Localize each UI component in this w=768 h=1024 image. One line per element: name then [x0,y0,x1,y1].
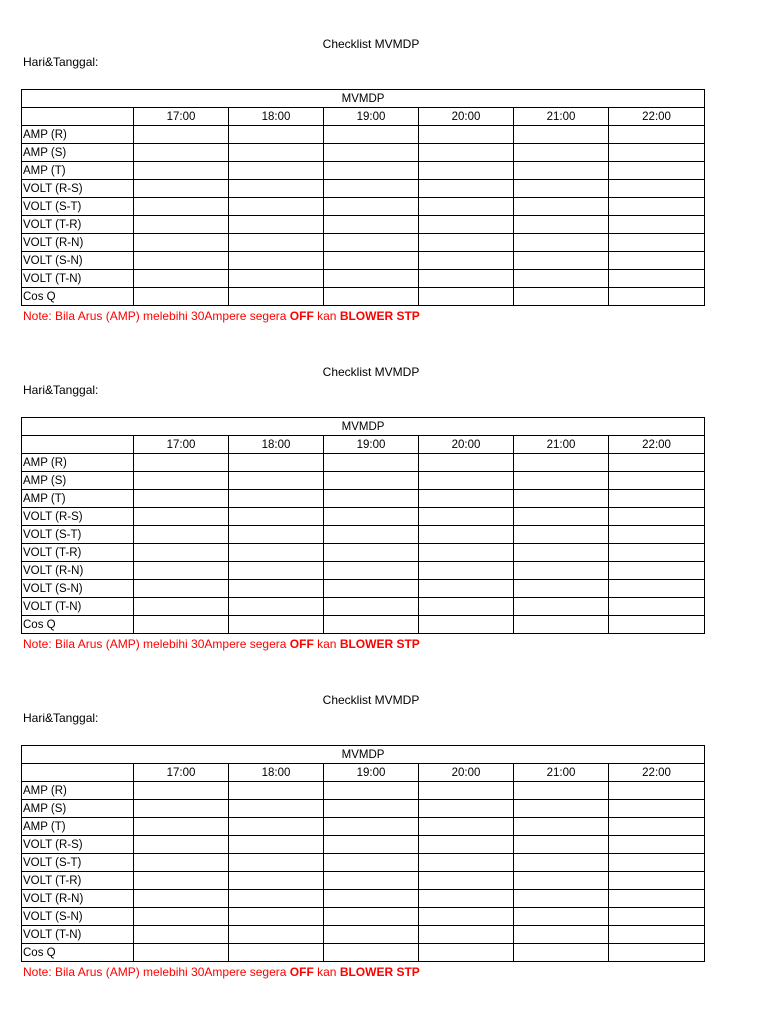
reading-cell[interactable] [609,944,705,962]
reading-cell[interactable] [229,854,324,872]
reading-cell[interactable] [324,836,419,854]
parameter-label: VOLT (R-N) [22,234,134,252]
note-off: OFF [289,309,314,323]
reading-cell[interactable] [134,234,229,252]
reading-cell[interactable] [134,144,229,162]
hour-header: 20:00 [419,108,514,126]
note-middle: kan [313,637,340,651]
reading-cell[interactable] [134,472,229,490]
table-row [22,180,705,198]
reading-cell[interactable] [324,234,419,252]
reading-cell[interactable] [514,288,609,306]
reading-cell[interactable] [514,490,609,508]
table-row [22,908,705,926]
reading-cell[interactable] [324,616,419,634]
reading-cell[interactable] [229,782,324,800]
note-prefix: Note: Bila Arus (AMP) melebihi 30Ampere segera [23,637,290,651]
reading-cell[interactable] [514,854,609,872]
reading-cell[interactable] [419,508,514,526]
reading-cell[interactable] [514,926,609,944]
reading-cell[interactable] [609,180,705,198]
reading-cell[interactable] [134,490,229,508]
reading-cell[interactable] [229,472,324,490]
reading-cell[interactable] [514,944,609,962]
table-hour-row [22,108,705,126]
reading-cell[interactable] [419,270,514,288]
reading-cell[interactable] [419,198,514,216]
hour-header: 17:00 [134,764,229,782]
parameter-label: VOLT (T-R) [22,544,134,562]
parameter-label: AMP (S) [22,144,134,162]
parameter-label: AMP (S) [22,800,134,818]
reading-cell[interactable] [419,926,514,944]
reading-cell[interactable] [609,234,705,252]
parameter-label: VOLT (R-N) [22,562,134,580]
reading-cell[interactable] [134,616,229,634]
hour-header: 21:00 [514,764,609,782]
note-middle: kan [313,965,340,979]
reading-cell[interactable] [229,926,324,944]
reading-cell[interactable] [514,782,609,800]
reading-cell[interactable] [229,144,324,162]
reading-cell[interactable] [514,454,609,472]
reading-cell[interactable] [324,908,419,926]
parameter-label: VOLT (R-N) [22,890,134,908]
parameter-label: VOLT (R-S) [22,836,134,854]
table-row [22,854,705,872]
reading-cell[interactable] [609,598,705,616]
reading-cell[interactable] [324,890,419,908]
table-row [22,926,705,944]
reading-cell[interactable] [609,216,705,234]
parameter-label: VOLT (T-R) [22,216,134,234]
parameter-label: VOLT (R-S) [22,508,134,526]
reading-cell[interactable] [134,908,229,926]
reading-cell[interactable] [609,270,705,288]
reading-cell[interactable] [134,562,229,580]
reading-cell[interactable] [514,162,609,180]
parameter-label: AMP (S) [22,472,134,490]
reading-cell[interactable] [229,616,324,634]
reading-cell[interactable] [324,216,419,234]
table-row [22,198,705,216]
reading-cell[interactable] [419,818,514,836]
table-row [22,252,705,270]
reading-cell[interactable] [419,234,514,252]
table-row [22,162,705,180]
reading-cell[interactable] [229,872,324,890]
reading-cell[interactable] [419,944,514,962]
parameter-label: Cos Q [22,288,134,306]
reading-cell[interactable] [229,508,324,526]
checklist-title: Checklist MVMDP [322,365,420,379]
checklist-table [21,745,705,962]
table-row [22,270,705,288]
note-prefix: Note: Bila Arus (AMP) melebihi 30Ampere segera [23,309,290,323]
reading-cell[interactable] [134,800,229,818]
table-row [22,800,705,818]
reading-cell[interactable] [609,818,705,836]
reading-cell[interactable] [419,908,514,926]
reading-cell[interactable] [324,580,419,598]
reading-cell[interactable] [419,180,514,198]
parameter-label: VOLT (S-N) [22,580,134,598]
reading-cell[interactable] [134,126,229,144]
parameter-label: VOLT (S-N) [22,908,134,926]
reading-cell[interactable] [419,252,514,270]
checklist-table [21,417,705,634]
reading-cell[interactable] [609,854,705,872]
parameter-label: VOLT (S-T) [22,526,134,544]
reading-cell[interactable] [514,252,609,270]
reading-cell[interactable] [324,490,419,508]
reading-cell[interactable] [324,562,419,580]
reading-cell[interactable] [229,562,324,580]
reading-cell[interactable] [514,836,609,854]
hour-header: 20:00 [419,436,514,454]
reading-cell[interactable] [514,800,609,818]
parameter-label: VOLT (T-R) [22,872,134,890]
hour-header: 22:00 [609,436,705,454]
reading-cell[interactable] [419,544,514,562]
hour-header: 20:00 [419,764,514,782]
reading-cell[interactable] [229,490,324,508]
reading-cell[interactable] [324,472,419,490]
reading-cell[interactable] [514,598,609,616]
reading-cell[interactable] [229,890,324,908]
reading-cell[interactable] [514,216,609,234]
table-row [22,490,705,508]
header-blank-cell [22,436,134,454]
parameter-label: VOLT (R-S) [22,180,134,198]
reading-cell[interactable] [609,508,705,526]
reading-cell[interactable] [609,836,705,854]
table-row [22,890,705,908]
reading-cell[interactable] [514,144,609,162]
reading-cell[interactable] [419,526,514,544]
header-blank-cell [22,764,134,782]
reading-cell[interactable] [324,252,419,270]
reading-cell[interactable] [229,544,324,562]
reading-cell[interactable] [134,818,229,836]
reading-cell[interactable] [134,288,229,306]
reading-cell[interactable] [324,872,419,890]
reading-cell[interactable] [609,526,705,544]
reading-cell[interactable] [324,926,419,944]
reading-cell[interactable] [324,198,419,216]
reading-cell[interactable] [229,908,324,926]
reading-cell[interactable] [514,472,609,490]
reading-cell[interactable] [324,944,419,962]
reading-cell[interactable] [419,288,514,306]
reading-cell[interactable] [514,508,609,526]
reading-cell[interactable] [419,854,514,872]
table-row [22,562,705,580]
reading-cell[interactable] [134,162,229,180]
reading-cell[interactable] [609,126,705,144]
table-group-header-row [22,90,705,108]
reading-cell[interactable] [609,144,705,162]
reading-cell[interactable] [609,454,705,472]
reading-cell[interactable] [229,126,324,144]
parameter-label: VOLT (S-T) [22,198,134,216]
parameter-label: Cos Q [22,944,134,962]
hour-header: 22:00 [609,764,705,782]
reading-cell[interactable] [609,872,705,890]
table-row [22,818,705,836]
date-label: Hari&Tanggal: [23,55,99,69]
hour-header: 18:00 [229,108,324,126]
reading-cell[interactable] [609,580,705,598]
reading-cell[interactable] [609,782,705,800]
table-row [22,598,705,616]
reading-cell[interactable] [134,926,229,944]
reading-cell[interactable] [514,890,609,908]
reading-cell[interactable] [229,234,324,252]
table-row [22,508,705,526]
group-header: MVMDP [22,746,705,764]
reading-cell[interactable] [324,526,419,544]
table-hour-row [22,764,705,782]
table-row [22,836,705,854]
hour-header: 19:00 [324,108,419,126]
note-off: OFF [289,637,314,651]
parameter-label: VOLT (T-N) [22,926,134,944]
hour-header: 21:00 [514,108,609,126]
table-row [22,580,705,598]
reading-cell[interactable] [134,508,229,526]
table-row [22,944,705,962]
hour-header: 19:00 [324,436,419,454]
reading-cell[interactable] [609,926,705,944]
reading-cell[interactable] [134,782,229,800]
reading-cell[interactable] [419,454,514,472]
parameter-label: AMP (R) [22,782,134,800]
reading-cell[interactable] [229,580,324,598]
reading-cell[interactable] [134,872,229,890]
reading-cell[interactable] [419,782,514,800]
reading-cell[interactable] [514,180,609,198]
parameter-label: AMP (R) [22,454,134,472]
hour-header: 22:00 [609,108,705,126]
table-row [22,144,705,162]
reading-cell[interactable] [324,454,419,472]
reading-cell[interactable] [134,580,229,598]
reading-cell[interactable] [419,890,514,908]
parameter-label: VOLT (T-N) [22,270,134,288]
reading-cell[interactable] [229,818,324,836]
reading-cell[interactable] [609,562,705,580]
parameter-label: AMP (T) [22,490,134,508]
hour-header: 19:00 [324,764,419,782]
reading-cell[interactable] [514,270,609,288]
reading-cell[interactable] [609,890,705,908]
note-prefix: Note: Bila Arus (AMP) melebihi 30Ampere segera [23,965,290,979]
date-label: Hari&Tanggal: [23,711,99,725]
reading-cell[interactable] [514,818,609,836]
reading-cell[interactable] [134,854,229,872]
reading-cell[interactable] [324,800,419,818]
reading-cell[interactable] [134,544,229,562]
reading-cell[interactable] [609,198,705,216]
checklist-title: Checklist MVMDP [322,37,420,51]
reading-cell[interactable] [324,144,419,162]
warning-note [23,637,420,651]
reading-cell[interactable] [324,854,419,872]
reading-cell[interactable] [134,216,229,234]
reading-cell[interactable] [229,944,324,962]
reading-cell[interactable] [229,198,324,216]
table-row [22,216,705,234]
reading-cell[interactable] [229,454,324,472]
reading-cell[interactable] [324,288,419,306]
table-row [22,544,705,562]
parameter-label: Cos Q [22,616,134,634]
reading-cell[interactable] [134,270,229,288]
date-label: Hari&Tanggal: [23,383,99,397]
table-row [22,526,705,544]
reading-cell[interactable] [514,544,609,562]
reading-cell[interactable] [419,162,514,180]
note-blower: BLOWER STP [339,637,420,651]
reading-cell[interactable] [229,288,324,306]
parameter-label: VOLT (S-T) [22,854,134,872]
note-middle: kan [313,309,340,323]
table-row [22,126,705,144]
table-row [22,616,705,634]
reading-cell[interactable] [229,800,324,818]
group-header: MVMDP [22,90,705,108]
reading-cell[interactable] [229,270,324,288]
reading-cell[interactable] [134,198,229,216]
parameter-label: AMP (T) [22,162,134,180]
reading-cell[interactable] [419,216,514,234]
table-row [22,454,705,472]
hour-header: 21:00 [514,436,609,454]
reading-cell[interactable] [324,126,419,144]
reading-cell[interactable] [134,454,229,472]
reading-cell[interactable] [419,562,514,580]
reading-cell[interactable] [514,562,609,580]
reading-cell[interactable] [324,180,419,198]
reading-cell[interactable] [229,162,324,180]
reading-cell[interactable] [134,526,229,544]
reading-cell[interactable] [419,144,514,162]
table-row [22,782,705,800]
reading-cell[interactable] [514,616,609,634]
reading-cell[interactable] [134,180,229,198]
reading-cell[interactable] [229,598,324,616]
reading-cell[interactable] [419,490,514,508]
table-row [22,872,705,890]
reading-cell[interactable] [134,598,229,616]
reading-cell[interactable] [324,508,419,526]
reading-cell[interactable] [514,526,609,544]
reading-cell[interactable] [514,234,609,252]
reading-cell[interactable] [134,252,229,270]
reading-cell[interactable] [609,800,705,818]
checklist-title: Checklist MVMDP [322,693,420,707]
hour-header: 17:00 [134,436,229,454]
reading-cell[interactable] [324,544,419,562]
group-header: MVMDP [22,418,705,436]
table-group-header-row [22,418,705,436]
hour-header: 18:00 [229,764,324,782]
reading-cell[interactable] [419,616,514,634]
reading-cell[interactable] [514,908,609,926]
warning-note [23,309,420,323]
reading-cell[interactable] [229,526,324,544]
reading-cell[interactable] [419,126,514,144]
reading-cell[interactable] [229,252,324,270]
reading-cell[interactable] [609,288,705,306]
reading-cell[interactable] [324,782,419,800]
reading-cell[interactable] [609,544,705,562]
reading-cell[interactable] [419,472,514,490]
reading-cell[interactable] [324,270,419,288]
table-row [22,288,705,306]
reading-cell[interactable] [514,872,609,890]
reading-cell[interactable] [609,490,705,508]
reading-cell[interactable] [324,818,419,836]
reading-cell[interactable] [609,162,705,180]
table-row [22,472,705,490]
hour-header: 18:00 [229,436,324,454]
reading-cell[interactable] [134,836,229,854]
reading-cell[interactable] [609,472,705,490]
reading-cell[interactable] [514,126,609,144]
reading-cell[interactable] [514,580,609,598]
reading-cell[interactable] [419,872,514,890]
reading-cell[interactable] [419,598,514,616]
table-hour-row [22,436,705,454]
table-group-header-row [22,746,705,764]
checklist-table [21,89,705,306]
reading-cell[interactable] [324,598,419,616]
reading-cell[interactable] [419,836,514,854]
reading-cell[interactable] [419,800,514,818]
hour-header: 17:00 [134,108,229,126]
reading-cell[interactable] [134,890,229,908]
warning-note [23,965,420,979]
reading-cell[interactable] [134,944,229,962]
reading-cell[interactable] [229,180,324,198]
reading-cell[interactable] [609,908,705,926]
parameter-label: VOLT (T-N) [22,598,134,616]
note-off: OFF [289,965,314,979]
reading-cell[interactable] [229,836,324,854]
header-blank-cell [22,108,134,126]
parameter-label: AMP (T) [22,818,134,836]
note-blower: BLOWER STP [339,965,420,979]
note-blower: BLOWER STP [339,309,420,323]
parameter-label: VOLT (S-N) [22,252,134,270]
reading-cell[interactable] [609,252,705,270]
reading-cell[interactable] [419,580,514,598]
reading-cell[interactable] [324,162,419,180]
table-row [22,234,705,252]
reading-cell[interactable] [609,616,705,634]
reading-cell[interactable] [229,216,324,234]
reading-cell[interactable] [514,198,609,216]
parameter-label: AMP (R) [22,126,134,144]
